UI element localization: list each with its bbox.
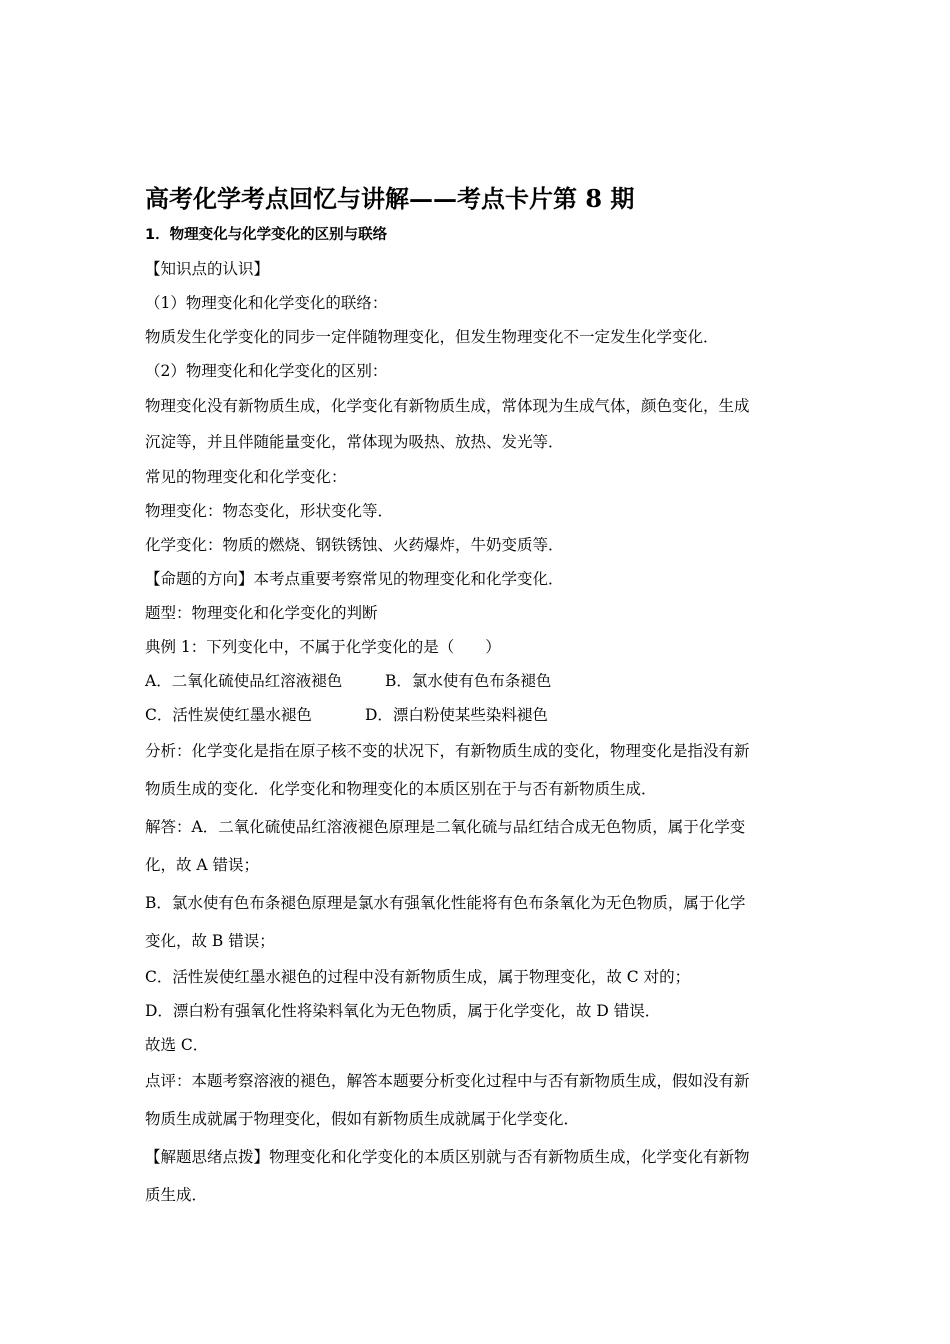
answer-b-line1: B．氯水使有色布条褪色原理是氯水有强氧化性能将有色布条氧化为无色物质，属于化学 bbox=[145, 894, 746, 912]
knowledge-tag: 【知识点的认识】 bbox=[145, 260, 270, 278]
tips-line2: 质生成． bbox=[145, 1186, 208, 1204]
answer-b-line2: 变化，故 B 错误； bbox=[145, 932, 275, 950]
common-label: 常见的物理变化和化学变化： bbox=[145, 468, 347, 486]
comment-line2: 物质生成就属于物理变化，假如有新物质生成就属于化学变化． bbox=[145, 1110, 580, 1128]
question-type: 题型：物理变化和化学变化的判断 bbox=[145, 604, 378, 622]
document-title: 高考化学考点回忆与讲解——考点卡片第 8 期 bbox=[145, 184, 635, 213]
point1-label: （1）物理变化和化学变化的联络： bbox=[145, 294, 388, 312]
option-d: D．漂白粉使某些染料褪色 bbox=[365, 706, 548, 724]
point1-text: 物质发生化学变化的同步一定伴随物理变化，但发生物理变化不一定发生化学变化． bbox=[145, 328, 719, 346]
physical-examples: 物理变化：物态变化，形状变化等． bbox=[145, 502, 394, 520]
answer-a-line1: 解答：A．二氧化硫使品红溶液褪色原理是二氧化硫与品红结合成无色物质，属于化学变 bbox=[145, 818, 746, 836]
answer-a-line2: 化，故 A 错误； bbox=[145, 856, 260, 874]
direction-paragraph: 【命题的方向】本考点重要考察常见的物理变化和化学变化． bbox=[145, 570, 564, 588]
final-choice: 故选 C． bbox=[145, 1036, 209, 1054]
section-heading: 1．物理变化与化学变化的区别与联络 bbox=[145, 227, 388, 243]
answer-c: C．活性炭使红墨水褪色的过程中没有新物质生成，属于物理变化，故 C 对的； bbox=[145, 968, 691, 986]
chemical-examples: 化学变化：物质的燃烧、钢铁锈蚀、火药爆炸，牛奶变质等． bbox=[145, 536, 564, 554]
analysis-line1: 分析：化学变化是指在原子核不变的状况下，有新物质生成的变化，物理变化是指没有新 bbox=[145, 742, 750, 760]
option-b: B．氯水使有色布条褪色 bbox=[385, 672, 552, 690]
document-body bbox=[145, 180, 805, 1214]
comment-line1: 点评：本题考察溶液的褪色，解答本题要分析变化过程中与否有新物质生成，假如没有新 bbox=[145, 1072, 750, 1090]
analysis-line2: 物质生成的变化．化学变化和物理变化的本质区别在于与否有新物质生成． bbox=[145, 780, 657, 798]
example-question: 典例 1：下列变化中，不属于化学变化的是（ ） bbox=[145, 638, 501, 656]
answer-d: D．漂白粉有强氧化性将染料氧化为无色物质，属于化学变化，故 D 错误． bbox=[145, 1002, 661, 1020]
point2-label: （2）物理变化和化学变化的区别： bbox=[145, 362, 388, 380]
option-c: C．活性炭使红墨水褪色 bbox=[145, 706, 312, 724]
point2-text-line2: 沉淀等，并且伴随能量变化，常体现为吸热、放热、发光等． bbox=[145, 433, 564, 451]
options-row-cd bbox=[145, 698, 805, 732]
options-row-ab bbox=[145, 664, 805, 698]
point2-text-line1: 物理变化没有新物质生成，化学变化有新物质生成，常体现为生成气体，颜色变化，生成 bbox=[145, 397, 750, 415]
tips-line1: 【解题思绪点拨】物理变化和化学变化的本质区别就与否有新物质生成，化学变化有新物 bbox=[145, 1148, 750, 1166]
option-a: A．二氧化硫使品红溶液褪色 bbox=[145, 672, 343, 690]
